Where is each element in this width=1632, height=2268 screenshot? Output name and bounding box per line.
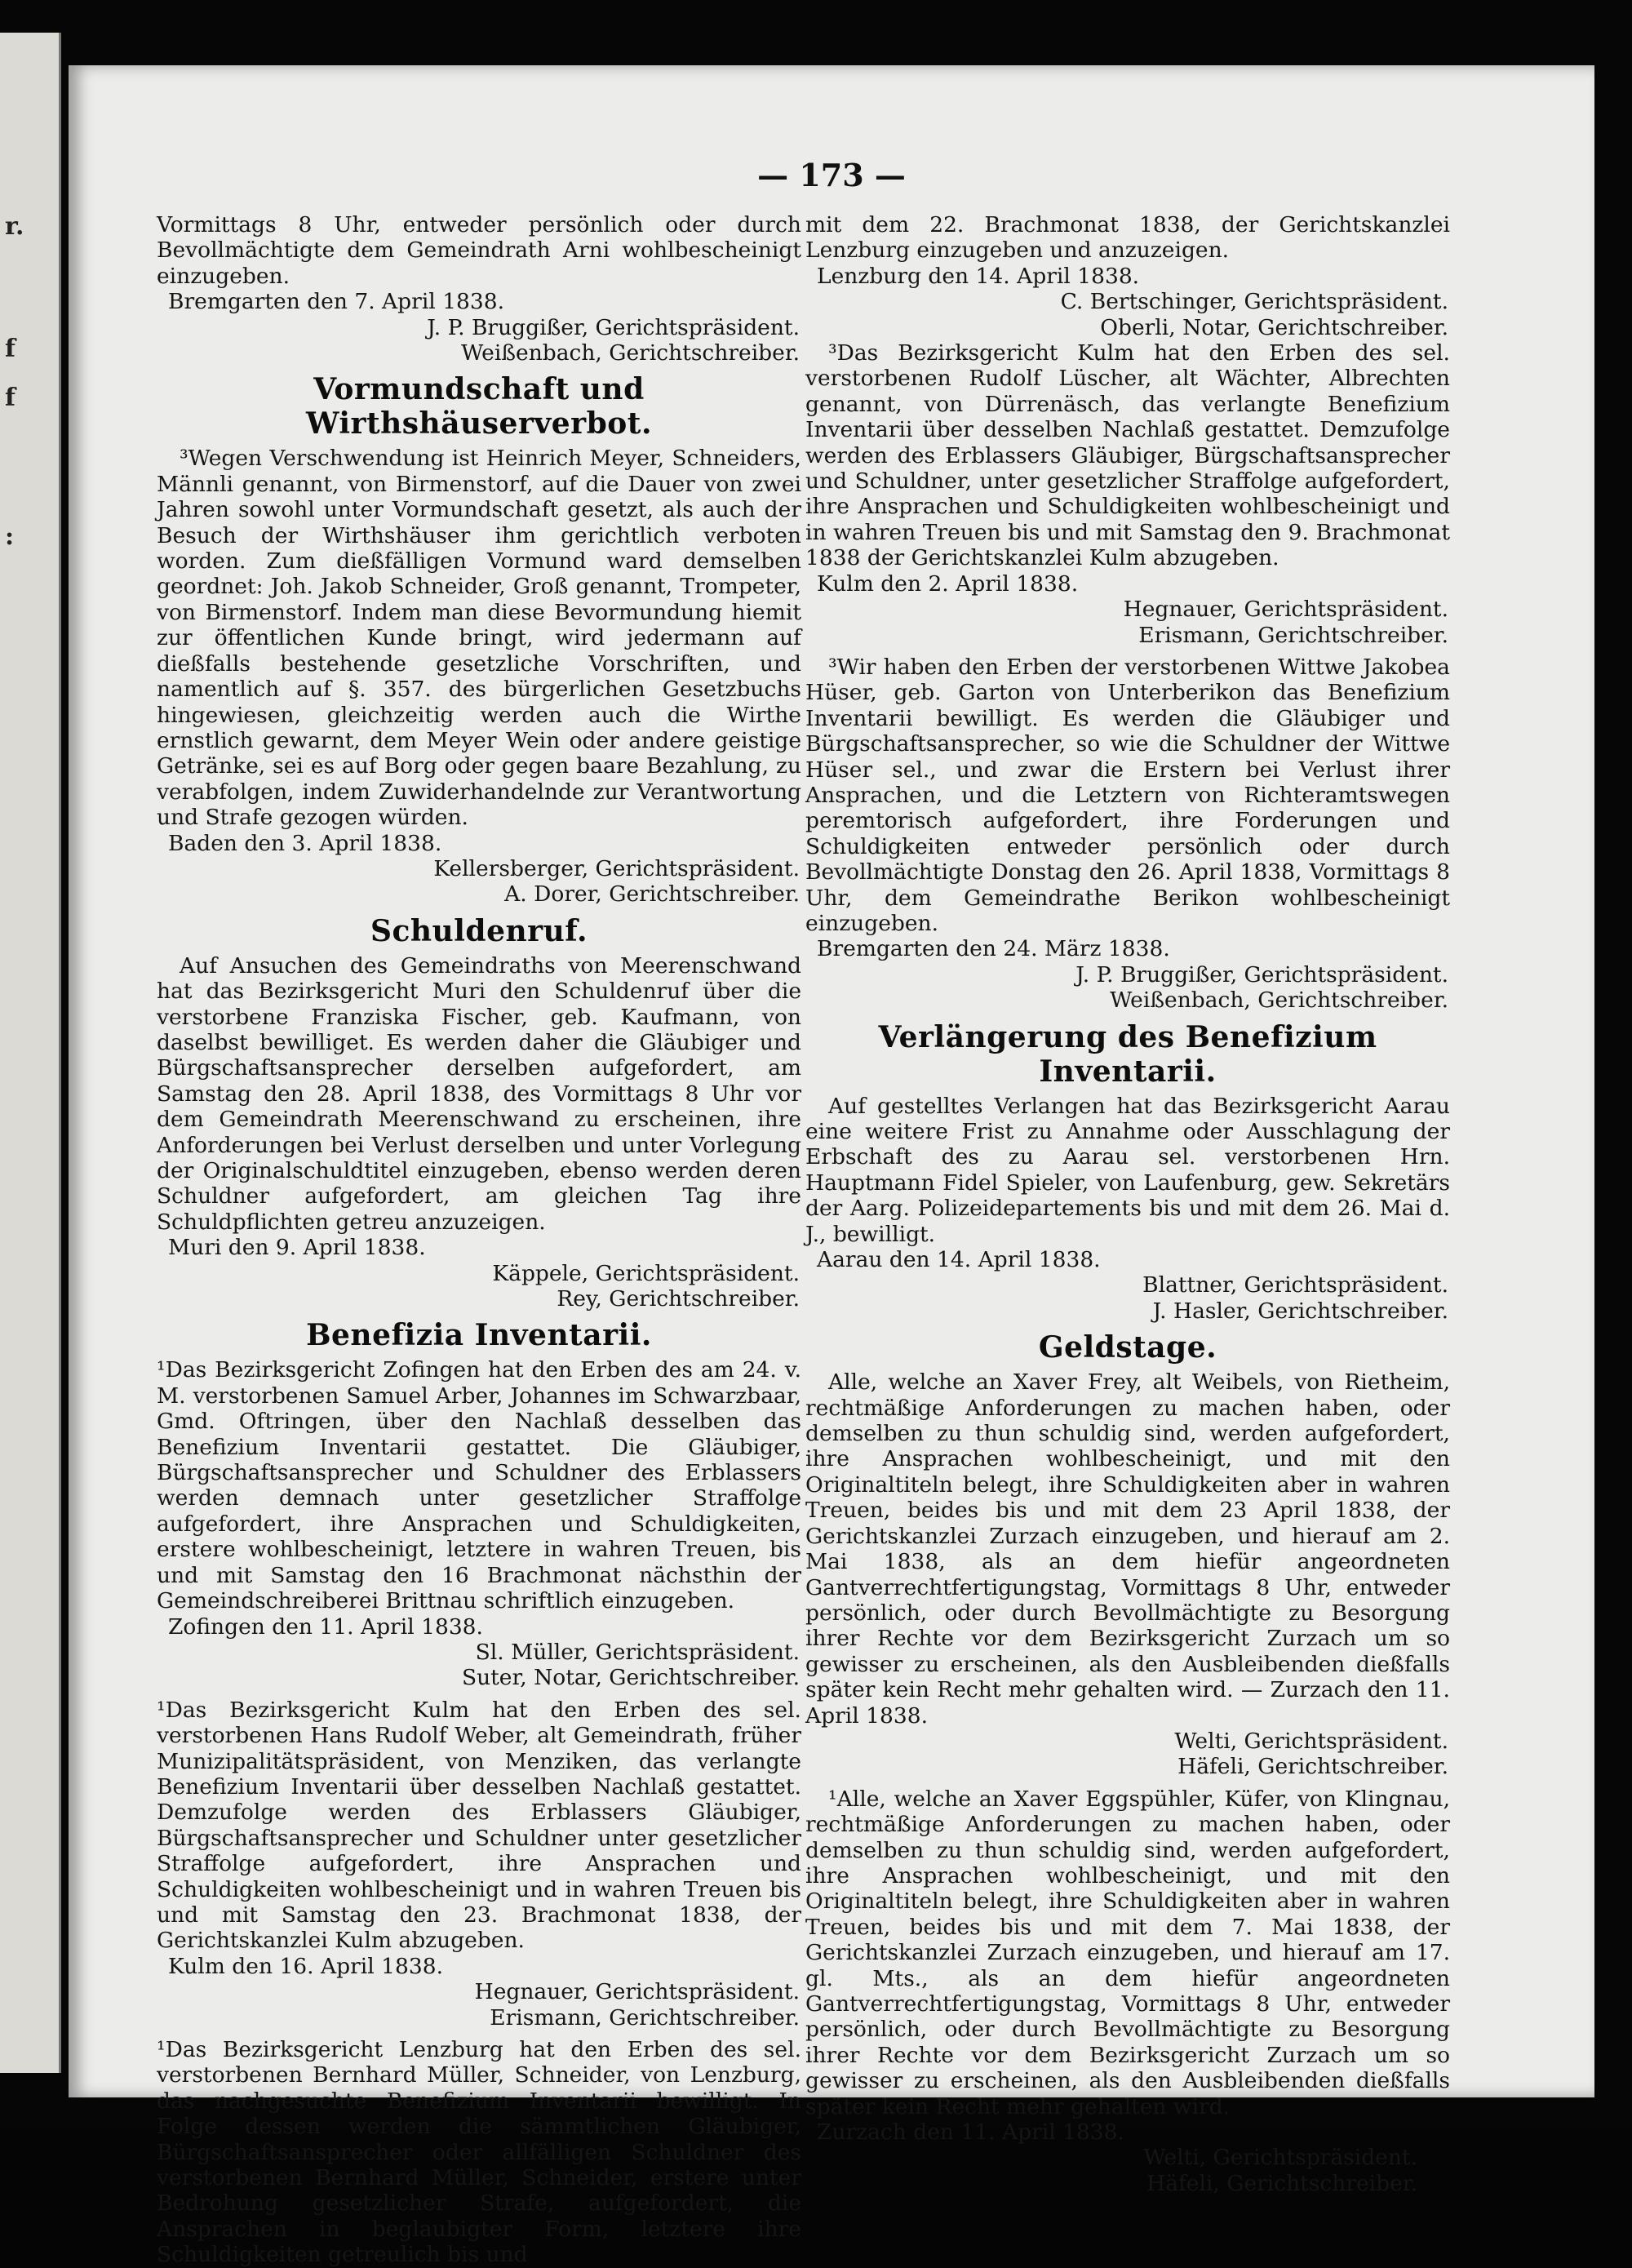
notice-text: ¹Das Bezirksgericht Kulm hat den Erben des sel. verstorbenen Hans Rudolf Weber, alt Gemeindrath, früher Munizipalitätspräsident, von Menziken, das verlangte Benefizium Inventarii über desselben Nachlaß gestattet. Demzufolge werden des Erblassers Gläubiger, Bürgschaftsansprecher und Schuldner unter gesetzlicher Straffolge aufgefordert, ihre Ansprachen und Schuldigkeiten wohlbescheinigt und in wahren Treuen bis und mit Samstag den 23. Brachmonat 1838, der Gerichtskanzlei Kulm abzugeben. [157, 1697, 801, 1954]
signature-president: J. P. Bruggißer, Gerichtspräsident. [427, 314, 800, 340]
section-heading: Geldstage. [1038, 1330, 1217, 1365]
notice-place-date: Aarau den 14. April 1838. [817, 1247, 1101, 1273]
notice-place-date: Bremgarten den 24. März 1838. [817, 936, 1170, 962]
notice-text: ³Wir haben den Erben der verstorbenen Wittwe Jakobea Hüser, geb. Garton von Unterberikon das Benefizium Inventarii bewilligt. Es werden die Gläubiger und Bürgschaftsansprecher, so wie die Schuldner der Wittwe Hüser sel., und zwar die Erstern bei Verlust ihrer Ansprachen, und die Letztern von Richteramtswegen peremtorisch aufgefordert, ihre Forderungen und Schuldigkeiten entweder persönlich oder durch Bevollmächtigte Donstag den 26. April 1838, Vormittags 8 Uhr, dem Gemeindrathe Berikon wohlbescheinigt einzugeben. [805, 654, 1450, 936]
section-heading: Vormundschaft und Wirthshäuserverbot. [306, 372, 652, 442]
notice-text: Auf gestelltes Verlangen hat das Bezirksgericht Aarau eine weitere Frist zu Annahme oder Ausschlagung der Erbschaft des zu Aarau sel. verstorbenen Hrn. Hauptmann Fidel Spieler, von Laufenburg, gew. Sekretärs der Aarg. Polizeidepartements bis und mit dem 26. Mai d. J., bewilligt. [805, 1093, 1450, 1247]
signature-clerk: Häfeli, Gerichtschreiber. [1177, 1754, 1448, 1780]
notice-place-date: Bremgarten den 7. April 1838. [168, 289, 505, 315]
section-heading: Schuldenruf. [370, 913, 588, 948]
notice-place-date: Kulm den 2. April 1838. [817, 570, 1079, 597]
notice-text: Auf Ansuchen des Gemeindraths von Meerenschwand hat das Bezirksgericht Muri den Schuldenruf über die verstorbene Franziska Fischer, geb. Kaufmann, von daselbst bewilliget. Es werden daher die Gläubiger und Bürgschaftsansprecher derselben aufgefordert, am Samstag den 28. April 1838, des Vormittags 8 Uhr vor dem Gemeindrath Meerenschwand zu erscheinen, ihre Anforderungen bei Verlust derselben und unter Vorlegung der Originalschuldtitel einzugeben, ebenso werden deren Schuldner aufgefordert, am gleichen Tag ihre Schuldpflichten getreu anzuzeigen. [157, 952, 801, 1235]
signature-clerk: A. Dorer, Gerichtschreiber. [504, 881, 800, 908]
notice-text: Vormittags 8 Uhr, entweder persönlich oder durch Bevollmächtigte dem Gemeindrath Arni wohlbescheinigt einzugeben. [157, 212, 801, 289]
signature-president: Blattner, Gerichtspräsident. [1142, 1272, 1448, 1298]
left-column [157, 212, 801, 2268]
signature-president: Hegnauer, Gerichtspräsident. [1123, 597, 1448, 623]
signature-clerk: J. Hasler, Gerichtschreiber. [1152, 1298, 1448, 1324]
section-heading: Verlängerung des Benefizium Inventarii. [878, 1019, 1377, 1089]
previous-page-edge [0, 33, 61, 2073]
signature-clerk: Suter, Notar, Gerichtschreiber. [461, 1665, 800, 1691]
signature-clerk: Häfeli, Gerichtschreiber. [1146, 2170, 1417, 2196]
signature-president: Sl. Müller, Gerichtspräsident. [475, 1639, 800, 1665]
notice-place-date: Muri den 9. April 1838. [168, 1235, 426, 1261]
signature-president: Käppele, Gerichtspräsident. [492, 1260, 800, 1286]
notice-text: ³Das Bezirksgericht Kulm hat den Erben des sel. verstorbenen Rudolf Lüscher, alt Wächter, Albrechten genannt, von Dürrenäsch, das verlangte Benefizium Inventarii über desselben Nachlaß gestattet. Demzufolge werden des Erblassers Gläubiger, Bürgschaftsansprecher und Schuldner, unter gesetzlicher Straffolge aufgefordert, ihre Ansprachen und Schuldigkeiten wohlbescheinigt und in wahren Treuen bis und mit Samstag den 9. Brachmonat 1838 der Gerichtskanzlei Kulm abzugeben. [805, 340, 1450, 571]
margin-glyph: f [5, 384, 16, 412]
signature-clerk: Rey, Gerichtschreiber. [557, 1286, 800, 1312]
notice-place-date: Lenzburg den 14. April 1838. [817, 263, 1140, 289]
signature-president: C. Bertschinger, Gerichtspräsident. [1060, 289, 1448, 315]
notice-place-date: Zofingen den 11. April 1838. [168, 1613, 483, 1640]
notice-place-date: Zurzach den 11. April 1838. [817, 2119, 1124, 2146]
signature-clerk: Oberli, Notar, Gerichtschreiber. [1100, 314, 1448, 340]
margin-glyph: f [5, 335, 16, 363]
signature-president: J. P. Bruggißer, Gerichtspräsident. [1075, 961, 1448, 988]
notice-text: Alle, welche an Xaver Frey, alt Weibels, von Rietheim, rechtmäßige Anforderungen zu machen haben, oder demselben zu thun schuldig sind, werden aufgefordert, ihre Ansprachen wohlbescheinigt, und mit den Originaltiteln belegt, ihre Schuldigkeiten aber in wahren Treuen, beides bis und mit dem 23 April 1838, der Gerichtskanzlei Zurzach einzugeben, und hierauf am 2. Mai 1838, als an dem hiefür angeordneten Gantverrechtfertigungstag, Vormittags 8 Uhr, entweder persönlich, oder durch Bevollmächtigte zu Besorgung ihrer Rechte vor dem Bezirksgericht Zurzach um so gewisser zu erscheinen, als den Ausbleibenden dießfalls später kein Recht mehr gehalten wird. — Zurzach den 11. April 1838. [805, 1369, 1450, 1729]
signature-president: Welti, Gerichtspräsident. [1174, 1728, 1448, 1754]
page-sheet [69, 65, 1594, 2268]
notice-text: ³Wegen Verschwendung ist Heinrich Meyer, Schneiders, Männli genannt, von Birmenstorf, auf die Dauer von zwei Jahren sowohl unter Vormundschaft gesetzt, als auch der Besuch der Wirthshäuser ihm gerichtlich verboten worden. Zum dießfälligen Vormund ward demselben geordnet: Joh. Jakob Schneider, Groß genannt, Trompeter, von Birmenstorf. Indem man diese Bevormundung hiemit zur öffentlichen Kunde bringt, wird jedermann auf dießfalls bestehende gesetzliche Vorschriften, und namentlich auf §. 357. des bürgerlichen Gesetzbuchs hingewiesen, gleichzeitig werden auch die Wirthe ernstlich gewarnt, dem Meyer Wein oder andere geistige Getränke, sei es auf Borg oder gegen baare Bezahlung, zu verabfolgen, indem Zuwiderhandelnde zur Verantwortung und Strafe gezogen würden. [157, 446, 801, 831]
right-column [805, 212, 1450, 2196]
section-heading: Benefizia Inventarii. [306, 1318, 652, 1353]
notice-place-date: Baden den 3. April 1838. [168, 830, 442, 856]
signature-president: Kellersberger, Gerichtspräsident. [433, 855, 800, 881]
margin-glyph: r. [5, 212, 24, 241]
margin-glyph: : [5, 522, 15, 551]
notice-place-date: Kulm den 16. April 1838. [168, 1953, 444, 1979]
notice-text: ¹Das Bezirksgericht Zofingen hat den Erben des am 24. v. M. verstorbenen Samuel Arber, Johannes im Schwarzbaar, Gmd. Oftringen, über den Nachlaß desselben das Benefizium Inventarii gestattet. Die Gläubiger, Bürgschaftsansprecher und Schuldner des Erblassers werden demnach unter gesetzlicher Straffolge aufgefordert, ihre Ansprachen und Schuldigkeiten, erstere wohlbescheinigt, letztere in wahren Treuen, bis und mit Samstag den 16 Brachmonat nächsthin der Gemeindschreiberei Brittnau schriftlich einzugeben. [157, 1357, 801, 1614]
page-number: — 173 — [757, 157, 906, 193]
notice-text: ¹Das Bezirksgericht Lenzburg hat den Erben des sel. verstorbenen Bernhard Müller, Schneider, von Lenzburg, das nachgesuchte Benefizium Inventarii bewilligt. In Folge dessen werden die sämmtlichen Gläubiger, Bürgschaftsansprecher oder allfälligen Schuldner des verstorbenen Bernhard Müller, Schneider, erstere unter Bedrohung gesetzlicher Strafe, aufgefordert, die Ansprachen in beglaubigter Form, letztere ihre Schuldigkeiten getreulich bis und [157, 2037, 801, 2268]
notice-text: ¹Alle, welche an Xaver Eggspühler, Küfer, von Klingnau, rechtmäßige Anforderungen zu machen haben, oder demselben zu thun schuldig sind, werden aufgefordert, ihre Ansprachen wohlbescheinigt, und mit den Originaltiteln belegt, ihre Schuldigkeiten aber in wahren Treuen, beides bis und mit dem 7. Mai 1838, der Gerichtskanzlei Zurzach einzugeben, und hierauf am 17. gl. Mts., als an dem hiefür angeordneten Gantverrechtfertigungstag, Vormittags 8 Uhr, entweder persönlich, oder durch Bevollmächtigte zu Besorgung ihrer Rechte vor dem Bezirksgericht Zurzach um so gewisser zu erscheinen, als den Ausbleibenden dießfalls später kein Recht mehr gehalten wird. [805, 1786, 1450, 2119]
signature-clerk: Weißenbach, Gerichtschreiber. [461, 340, 800, 366]
signature-clerk: Weißenbach, Gerichtschreiber. [1110, 988, 1448, 1014]
notice-text: mit dem 22. Brachmonat 1838, der Gerichtskanzlei Lenzburg einzugeben und anzuzeigen. [805, 212, 1450, 264]
signature-clerk: Erismann, Gerichtschreiber. [1138, 622, 1448, 648]
signature-president: Welti, Gerichtspräsident. [1143, 2145, 1417, 2171]
signature-president: Hegnauer, Gerichtspräsident. [474, 1979, 800, 2005]
signature-clerk: Erismann, Gerichtschreiber. [490, 2004, 800, 2031]
